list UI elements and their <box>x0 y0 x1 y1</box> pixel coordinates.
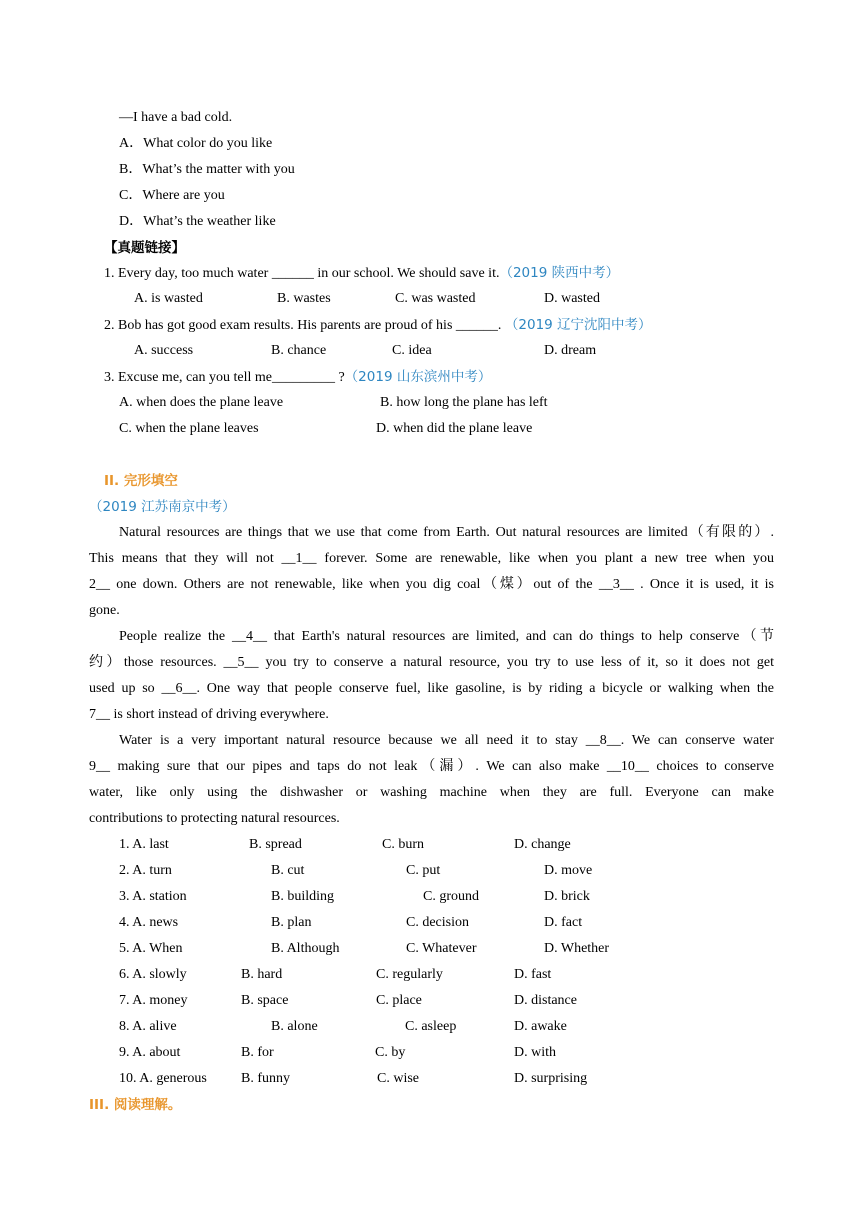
cloze-item-5-a: 5. A. When <box>119 941 183 956</box>
passage-line: contributions to protecting natural resources. <box>89 811 340 826</box>
passage-line: 7__ is short instead of driving everywhere. <box>89 707 329 722</box>
section-heading-reading: III. 阅读理解。 <box>89 1097 182 1113</box>
cloze-item-1-c: C. burn <box>382 837 424 852</box>
cloze-item-8-d: D. awake <box>514 1019 567 1034</box>
cloze-item-1-a: 1. A. last <box>119 837 169 852</box>
cloze-item-7-c: C. place <box>376 993 422 1008</box>
cloze-item-6-d: D. fast <box>514 967 552 982</box>
cloze-item-6-a: 6. A. slowly <box>119 967 187 982</box>
option-b: B. chance <box>271 343 327 358</box>
passage-line: water, like only using the dishwasher or washing machine when they are full. Everyone can make <box>89 785 774 800</box>
section-heading-zhenti: 【真题链接】 <box>104 240 185 256</box>
passage-line: gone. <box>89 603 120 618</box>
option-c: C. idea <box>392 343 432 358</box>
cloze-item-8-c: C. asleep <box>405 1019 457 1034</box>
cloze-item-8-a: 8. A. alive <box>119 1019 177 1034</box>
cloze-item-3-d: D. brick <box>544 889 590 904</box>
cloze-item-4-b: B. plan <box>271 915 312 930</box>
cloze-item-10-a: 10. A. generous <box>119 1071 207 1086</box>
cloze-item-4-c: C. decision <box>406 915 469 930</box>
cloze-source: （2019 江苏南京中考） <box>89 499 236 515</box>
option-d: D．What’s the weather like <box>119 214 276 229</box>
passage-line: 2__ one down. Others are not renewable, like when you dig coal（煤）out of the __3__ . Once it is used, it is <box>89 577 774 592</box>
option-c: C. when the plane leaves <box>119 421 259 436</box>
cloze-item-5-b: B. Although <box>271 941 340 956</box>
cloze-item-7-a: 7. A. money <box>119 993 188 1008</box>
option-d: D. when did the plane leave <box>376 421 533 436</box>
option-c: C．Where are you <box>119 188 225 203</box>
zhenti-question-2 <box>104 316 652 335</box>
cloze-item-1-d: D. change <box>514 837 571 852</box>
cloze-item-7-d: D. distance <box>514 993 577 1008</box>
option-a: A．What color do you like <box>119 136 273 151</box>
passage-line: Natural resources are things that we use that come from Earth. Out natural resources are limited（有限的）. <box>119 525 774 540</box>
cloze-item-9-d: D. with <box>514 1045 556 1060</box>
passage-line: used up so __6__. One way that people conserve fuel, like gasoline, is by riding a bicycle or walking when the <box>89 681 774 696</box>
question-text: 3. Excuse me, can you tell me_________ ? <box>104 370 345 385</box>
passage-line: People realize the __4__ that Earth's natural resources are limited, and can do things to help conserve（节 <box>119 629 774 644</box>
passage-line: This means that they will not __1__ forever. Some are renewable, like when you plant a new tree when you <box>89 551 774 566</box>
option-d: D. wasted <box>544 291 600 306</box>
cloze-item-6-b: B. hard <box>241 967 283 982</box>
cloze-item-3-b: B. building <box>271 889 335 904</box>
option-d: D. dream <box>544 343 597 358</box>
cloze-item-5-c: C. Whatever <box>406 941 477 956</box>
question-stem: —I have a bad cold. <box>119 110 233 125</box>
cloze-item-9-c: C. by <box>375 1045 406 1060</box>
question-text: 2. Bob has got good exam results. His parents are proud of his ______. <box>104 318 502 333</box>
cloze-item-2-d: D. move <box>544 863 593 878</box>
option-a: A. success <box>134 343 194 358</box>
cloze-item-10-d: D. surprising <box>514 1071 588 1086</box>
cloze-item-7-b: B. space <box>241 993 289 1008</box>
cloze-item-10-b: B. funny <box>241 1071 290 1086</box>
passage-line: Water is a very important natural resource because we all need it to stay __8__. We can conserve water <box>119 733 774 748</box>
cloze-item-9-a: 9. A. about <box>119 1045 181 1060</box>
question-text: 1. Every day, too much water ______ in our school. We should save it. <box>104 266 500 281</box>
section-heading-cloze: II. 完形填空 <box>104 473 178 489</box>
cloze-item-1-b: B. spread <box>249 837 302 852</box>
option-b: B. how long the plane has left <box>380 395 548 410</box>
question-source: （2019 辽宁沈阳中考） <box>504 317 652 333</box>
option-b: B. wastes <box>277 291 331 306</box>
cloze-item-2-b: B. cut <box>271 863 305 878</box>
passage-line: 9__ making sure that our pipes and taps do not leak（漏）. We can also make __10__ choices to conserve <box>89 759 774 774</box>
cloze-item-6-c: C. regularly <box>376 967 443 982</box>
cloze-item-4-d: D. fact <box>544 915 583 930</box>
question-source: （2019 陕西中考） <box>499 265 620 281</box>
option-a: A. when does the plane leave <box>119 395 284 410</box>
cloze-item-5-d: D. Whether <box>544 941 610 956</box>
cloze-item-9-b: B. for <box>241 1045 274 1060</box>
option-a: A. is wasted <box>134 291 203 306</box>
cloze-item-4-a: 4. A. news <box>119 915 179 930</box>
question-source: （2019 山东滨州中考） <box>344 369 492 385</box>
option-c: C. was wasted <box>395 291 476 306</box>
option-b: B．What’s the matter with you <box>119 162 295 177</box>
cloze-item-3-c: C. ground <box>423 889 479 904</box>
zhenti-question-3 <box>104 368 491 387</box>
cloze-item-3-a: 3. A. station <box>119 889 187 904</box>
passage-line: 约）those resources. __5__ you try to conserve a natural resource, you try to use less of it, so it does not get <box>89 655 774 670</box>
cloze-item-2-a: 2. A. turn <box>119 863 172 878</box>
cloze-item-2-c: C. put <box>406 863 441 878</box>
cloze-item-8-b: B. alone <box>271 1019 318 1034</box>
zhenti-question-1 <box>104 264 619 283</box>
cloze-item-10-c: C. wise <box>377 1071 419 1086</box>
